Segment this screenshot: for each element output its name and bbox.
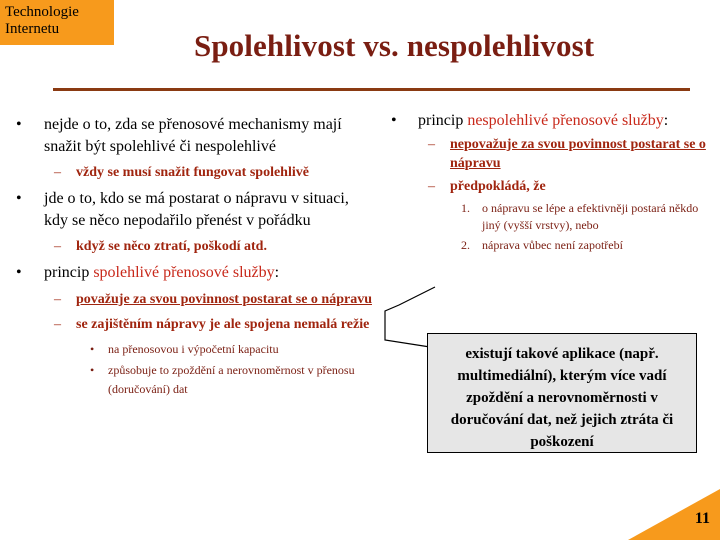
sub-bullet-text: se zajištěním nápravy je ale spojena nemalá režie [76,316,370,332]
course-label-line1: Technologie [5,4,79,20]
bullet-highlight: spolehlivé přenosové služby [93,264,275,281]
dash-icon: – [428,179,435,194]
bullet-suffix: : [663,112,669,129]
bullet-prefix: princip [418,112,468,129]
bullet-dot-icon: • [90,362,95,377]
dash-icon: – [54,239,61,254]
callout-box: existují takové aplikace (např. multimediální), kterým více vadí zpoždění a nerovnoměrnosti v doručování dat, než jejich ztráta či poškození [427,333,697,453]
bullet-dot-icon: • [16,116,22,133]
dash-icon: – [54,165,61,180]
sub-sub-bullet-text: na přenosovou i výpočetní kapacitu [108,341,279,356]
bullet-dot-icon: • [90,341,95,356]
item-text: náprava vůbec není zapotřebí [482,238,623,252]
sub-bullet-text: když se něco ztratí, poškodí atd. [76,239,267,254]
sub-bullet-text: nepovažuje za svou povinnost postarat se o nápravu [450,137,706,171]
sub-sub-bullet-text: způsobuje to zpoždění a nerovnoměrnost v přenosu (doručování) dat [108,362,355,396]
bullet-dot-icon: • [16,190,22,207]
bullet-highlight: nespolehlivé přenosové služby [467,112,664,129]
bullet-text: nejde o to, zda se přenosové mechanismy mají snažit být spolehlivé či nespolehlivé [44,116,342,155]
item-number: 1. [461,201,470,215]
bullet-suffix: : [274,264,280,281]
slide-title: Spolehlivost vs. nespolehlivost [194,28,595,63]
bullet-prefix: princip [44,264,94,281]
sub-bullet-text: považuje za svou povinnost postarat se o nápravu [76,291,372,307]
dash-icon: – [54,316,61,332]
item-number: 2. [461,238,470,252]
bullet-dot-icon: • [391,112,397,129]
dash-icon: – [428,137,435,152]
item-text: o nápravu se lépe a efektivněji postará někdo jiný (vyšší vrstvy), nebo [482,201,699,232]
sub-bullet-text: vždy se musí snažit fungovat spolehlivě [76,165,309,180]
page-number: 11 [694,510,710,527]
bullet-dot-icon: • [16,264,22,281]
course-label-line2: Internetu [5,21,60,37]
dash-icon: – [54,291,61,307]
sub-bullet-text: předpokládá, že [450,179,546,194]
bullet-text: jde o to, kdo se má postarat o nápravu v situaci, kdy se něco nepodařilo přenést v pořádku [44,190,349,229]
